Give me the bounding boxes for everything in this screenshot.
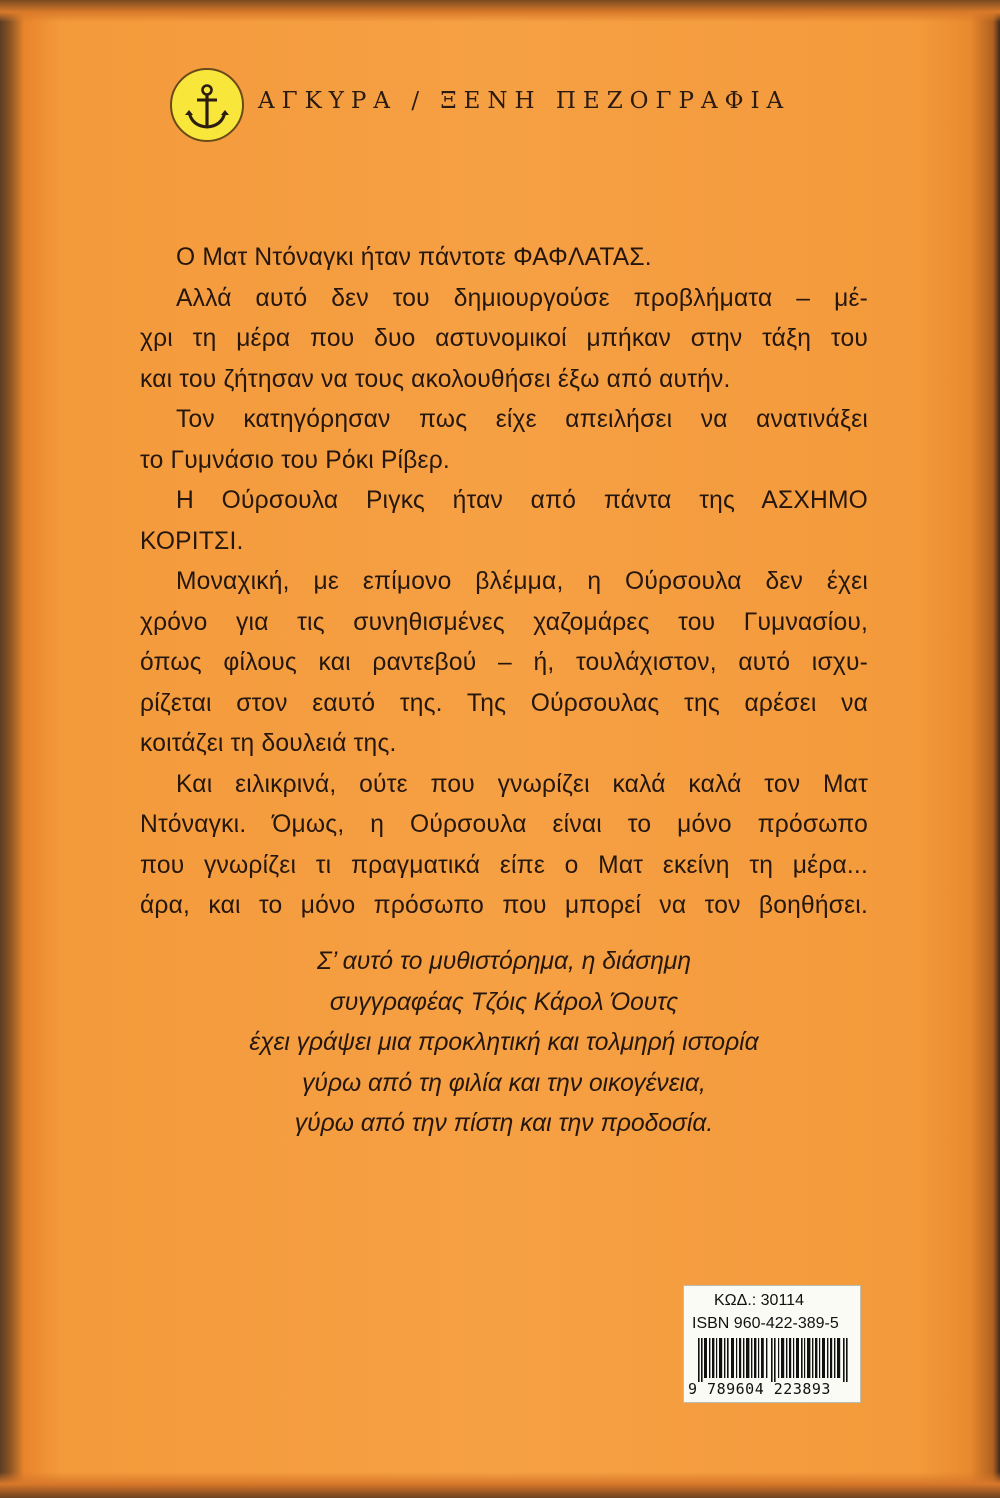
blurb-line: Ο Ματ Ντόναγκι ήταν πάντοτε ΦΑΦΛΑΤΑΣ. — [176, 244, 652, 271]
blurb-line: Ντόναγκι. Όμως, η Ούρσουλα είναι το μόνο πρόσωπο — [140, 811, 868, 838]
blurb-line: χρι τη μέρα που δυο αστυνομικοί μπήκαν στην τάξη του — [140, 325, 868, 352]
blurb-line: Μοναχική, με επίμονο βλέμμα, η Ούρσουλα δεν έχει — [176, 568, 868, 595]
tagline-line: γύρω από την πίστη και την προδοσία. — [294, 1110, 714, 1137]
tagline-line: συγγραφέας Τζόις Κάρολ Όουτς — [329, 988, 679, 1016]
blurb-line: Και ειλικρινά, ούτε που γνωρίζει καλά καλά τον Ματ — [176, 770, 868, 798]
blurb-line: ΚΟΡΙΤΣΙ. — [140, 527, 244, 555]
blurb-line: που γνωρίζει τι πραγματικά είπε ο Ματ εκείνη τη μέρα... — [140, 851, 868, 879]
blurb-text — [140, 238, 868, 927]
tagline — [140, 942, 868, 1145]
blurb-line: Αλλά αυτό δεν του δημιουργούσε προβλήματα – μέ- — [176, 284, 868, 312]
barcode-digits: 9 789604 223893 — [688, 1380, 831, 1398]
isbn-number: ISBN 960-422-389-5 — [692, 1315, 839, 1332]
blurb-paragraph — [140, 400, 868, 481]
blurb-line: Τον κατηγόρησαν πως είχε απειλήσει να ανατινάξει — [176, 406, 868, 433]
publisher-series-line: ΑΓΚΥΡΑ / ΞΕΝΗ ΠΕΖΟΓΡΑΦΙΑ — [258, 88, 791, 114]
blurb-line: ρίζεται στον εαυτό της. Της Ούρσουλας της αρέσει να — [140, 689, 868, 717]
blurb-line: όπως φίλους και ραντεβού – ή, τουλάχιστον, αυτό ισχυ- — [140, 649, 868, 676]
blurb-line: Η Ούρσουλα Ριγκς ήταν από πάντα της ΑΣΧΗΜΟ — [176, 487, 868, 514]
blurb-line: άρα, και το μόνο πρόσωπο που μπορεί να τον βοηθήσει. — [140, 892, 868, 919]
blurb-line: και του ζήτησαν να τους ακολουθήσει έξω από αυτήν. — [140, 365, 731, 393]
isbn-label — [683, 1285, 861, 1403]
tagline-line: Σ’ αυτό το μυθιστόρημα, η διάσημη — [317, 948, 691, 975]
blurb-line: κοιτάζει τη δουλειά της. — [140, 730, 397, 757]
blurb-paragraph — [140, 238, 868, 279]
tagline-line: γύρω από τη φιλία και την οικογένεια, — [302, 1069, 706, 1097]
tagline-line: έχει γράψει μια προκλητική και τολμηρή ιστορία — [249, 1029, 759, 1056]
blurb-line: χρόνο για τις συνηθισμένες χαζομάρες του Γυμνασίου, — [140, 608, 868, 636]
blurb-line: το Γυμνάσιο του Ρόκι Ρίβερ. — [140, 446, 450, 474]
barcode — [698, 1338, 850, 1382]
product-code: ΚΩΔ.: 30114 — [714, 1292, 804, 1309]
blurb-paragraph — [140, 765, 868, 927]
blurb-paragraph — [140, 279, 868, 401]
anchor-icon — [172, 70, 242, 140]
blurb-paragraph — [140, 562, 868, 765]
blurb-paragraph — [140, 481, 868, 562]
publisher-logo — [170, 68, 244, 142]
